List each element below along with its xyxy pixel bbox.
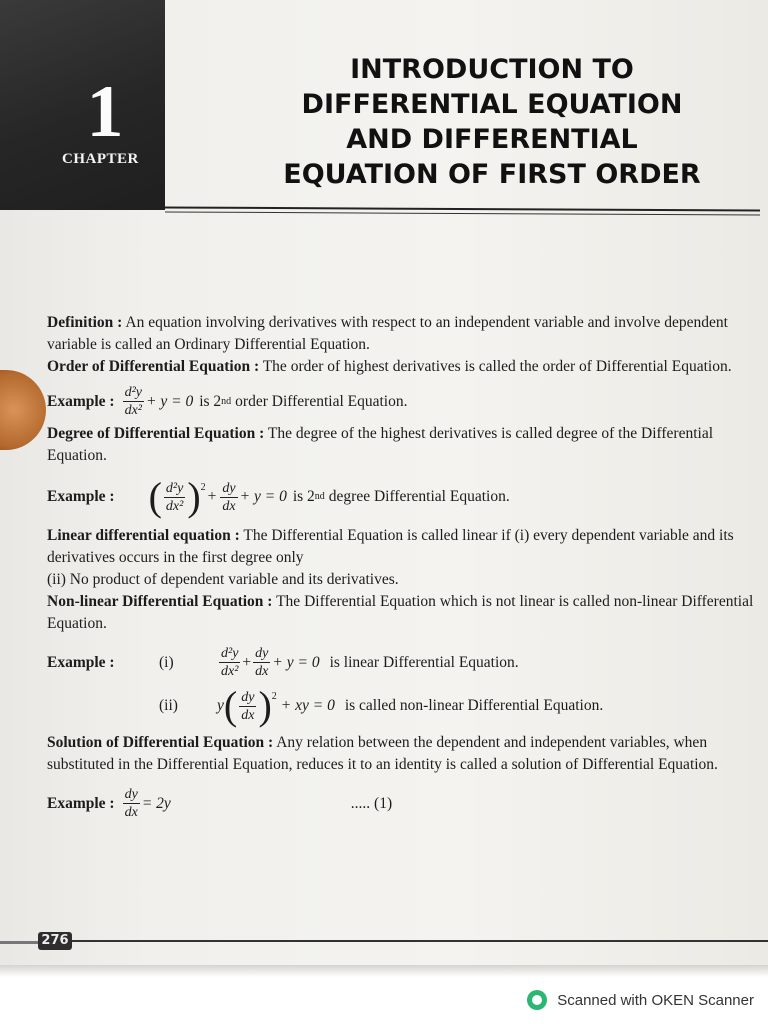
- fraction: [239, 689, 256, 724]
- fraction-numerator: dy: [255, 646, 269, 661]
- header-rule-thin: [165, 211, 760, 215]
- footer-rule-left: [0, 941, 38, 944]
- nonlinear-label: Non-linear Differential Equation :: [47, 593, 273, 610]
- title-line: DIFFERENTIAL EQUATION: [301, 89, 683, 120]
- page-edge: [0, 965, 768, 977]
- page-number: 276: [38, 932, 72, 950]
- fraction-denominator: dx: [124, 805, 138, 820]
- paren-left: (: [148, 474, 162, 519]
- degree-paragraph: [47, 423, 762, 467]
- solution-text: Any relation between the dependent and independent variables, when substituted in the Differential Equation, reduces it to an identity is called a solution of Differential Equation.: [47, 734, 718, 773]
- equation-rest: + y = 0: [272, 653, 320, 671]
- order-paragraph: [47, 356, 762, 378]
- fraction-denominator: dx²: [165, 498, 184, 514]
- degree-suffix-pre: is 2: [292, 488, 315, 505]
- nonlinear-paragraph: [47, 591, 762, 635]
- fraction: [164, 480, 185, 515]
- chapter-title: [232, 52, 752, 192]
- definition-paragraph: [47, 312, 762, 356]
- equation-rest: + y = 0: [239, 488, 287, 505]
- fraction: [123, 786, 140, 821]
- order-example-sup: nd: [221, 395, 232, 407]
- nonlinear-example-1: [47, 645, 762, 680]
- equation-rest: = 2y: [141, 794, 171, 812]
- solution-example-label: Example :: [47, 794, 115, 812]
- order-label: Order of Differential Equation :: [47, 358, 260, 375]
- nonlinear-example-label: Example :: [47, 653, 115, 671]
- nonlinear-example-2: [47, 683, 762, 728]
- power: 2: [271, 691, 277, 702]
- paren-right: ): [258, 683, 272, 728]
- linear-paragraph-2: (ii) No product of dependent variable and its derivatives.: [47, 571, 399, 588]
- fraction: [220, 480, 237, 515]
- order-example: [47, 384, 762, 419]
- fraction-denominator: dx: [255, 664, 269, 679]
- example-tag: (i): [159, 653, 174, 671]
- definition-label: Definition :: [47, 314, 123, 331]
- degree-example-label: Example :: [47, 488, 115, 505]
- chapter-label: CHAPTER: [62, 151, 139, 167]
- order-example-label: Example :: [47, 392, 115, 410]
- degree-example: [47, 474, 762, 519]
- scanner-watermark: [527, 990, 754, 1010]
- footer-rule: [70, 940, 768, 942]
- fraction-numerator: dy: [241, 689, 255, 705]
- variable-y: y: [217, 697, 224, 714]
- degree-text: The degree of the highest derivatives is called degree of the Differential Equation.: [47, 425, 714, 464]
- equation-rest: + xy = 0: [280, 697, 335, 714]
- fraction-denominator: dx: [222, 498, 236, 514]
- linear-paragraph: [47, 525, 762, 569]
- fraction-numerator: d²y: [165, 480, 184, 496]
- power: 2: [200, 482, 206, 493]
- order-text: The order of highest derivatives is called the order of Differential Equation.: [262, 358, 732, 375]
- fraction: [253, 645, 270, 680]
- fraction-numerator: dy: [222, 480, 236, 496]
- fraction-denominator: dx: [241, 707, 255, 723]
- degree-suffix-post: degree Differential Equation.: [328, 488, 510, 505]
- degree-label: Degree of Differential Equation :: [47, 425, 265, 442]
- chapter-number: 1: [86, 71, 124, 153]
- plus-sign: +: [242, 653, 252, 671]
- solution-label: Solution of Differential Equation :: [47, 734, 274, 751]
- fraction-numerator: dy: [124, 787, 138, 802]
- order-example-suffix-pre: is 2: [199, 392, 222, 410]
- solution-example: [47, 786, 762, 821]
- definition-text: An equation involving derivatives with respect to an independent variable and involve dependent variable is called an Ordinary Differential Equation.: [47, 314, 728, 353]
- fraction-denominator: dx²: [124, 403, 143, 418]
- equation-rest: + y = 0: [146, 392, 194, 410]
- fraction-numerator: d²y: [124, 385, 143, 400]
- nonlinear-text: The Differential Equation which is not linear is called non-linear Differential Equation.: [47, 593, 754, 632]
- linear-text: The Differential Equation is called linear if (i) every dependent variable and its derivatives occurs in the first degree only: [47, 527, 734, 566]
- example-tag: (ii): [159, 697, 178, 714]
- plus-sign: +: [207, 488, 217, 505]
- title-line: EQUATION OF FIRST ORDER: [283, 159, 701, 190]
- equation-number: ..... (1): [350, 794, 393, 812]
- example-suffix: is linear Differential Equation.: [329, 653, 519, 671]
- paren-right: ): [187, 474, 201, 519]
- scanner-text: Scanned with OKEN Scanner: [557, 991, 754, 1009]
- order-example-suffix-post: order Differential Equation.: [235, 392, 408, 410]
- oken-logo-icon: [527, 990, 547, 1010]
- page-content: [47, 312, 762, 821]
- fraction-denominator: dx²: [221, 664, 239, 679]
- title-line: AND DIFFERENTIAL: [346, 124, 638, 155]
- linear-label: Linear differential equation :: [47, 527, 240, 544]
- example-suffix: is called non-linear Differential Equation.: [344, 697, 604, 714]
- chapter-box: [0, 0, 165, 210]
- fraction-numerator: d²y: [221, 646, 239, 661]
- paren-left: (: [223, 683, 238, 728]
- fraction: [123, 384, 144, 419]
- thumb: [0, 370, 46, 450]
- title-line: INTRODUCTION TO: [350, 54, 634, 85]
- solution-paragraph: [47, 732, 762, 776]
- fraction: [219, 645, 240, 680]
- degree-suffix-sup: nd: [314, 491, 325, 502]
- header-rule: [165, 206, 760, 211]
